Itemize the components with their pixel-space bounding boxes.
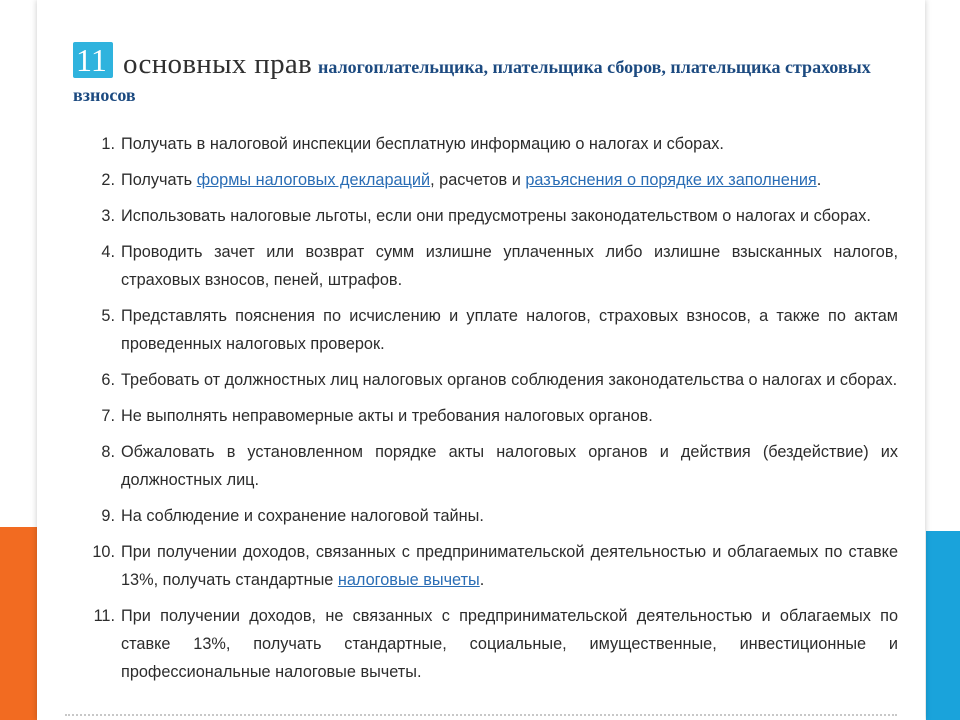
document-page (37, 0, 925, 720)
list-item (81, 166, 898, 194)
item-text: Обжаловать в установленном порядке акты налоговых органов и действия (бездействие) их должностных лиц. (121, 443, 898, 489)
item-text-part: Получать (121, 171, 197, 189)
item-number: 7. (101, 407, 115, 425)
item-number: 1. (101, 135, 115, 153)
tax-deductions-link[interactable]: налоговые вычеты (337, 571, 480, 589)
left-accent-bar (0, 527, 40, 720)
item-text-part: При получении доходов, связанных с предпринимательской деятельностью и облагаемых по ставке 13%, получать стандартные (121, 543, 898, 589)
item-number: 10. (92, 543, 115, 561)
item-text-part: . (816, 171, 822, 189)
item-text-part: , расчетов и (430, 171, 526, 189)
list-item (81, 202, 898, 230)
item-number: 2. (101, 171, 115, 189)
page-title (73, 38, 897, 110)
filling-explanations-link[interactable]: разъяснения о порядке их заполнения (525, 171, 817, 189)
item-number: 9. (101, 507, 115, 525)
item-text: На соблюдение и сохранение налоговой тайны. (121, 507, 484, 525)
item-text: Проводить зачет или возврат сумм излишне уплаченных либо излишне взысканных налогов, страховых взносов, пеней, штрафов. (121, 243, 898, 289)
list-item (81, 302, 898, 358)
list-item (81, 602, 898, 686)
title-rest: налогоплательщика, плательщика сборов, плательщика страховых взносов (73, 57, 871, 105)
declaration-forms-link[interactable]: формы налоговых деклараций (196, 171, 431, 189)
rights-list (81, 130, 898, 694)
list-item (81, 438, 898, 494)
title-lead: основных прав (123, 48, 313, 80)
item-number: 11. (93, 607, 115, 625)
item-number: 6. (101, 371, 115, 389)
item-text: При получении доходов, не связанных с предпринимательской деятельностью и облагаемых по ставке 13%, получать стандартные, социальные, имущественные, инвестиционные и профессиональные налоговые вычеты. (121, 607, 898, 681)
badge-number: 11 (76, 42, 107, 78)
item-text: Требовать от должностных лиц налоговых органов соблюдения законодательства о налогах и сборах. (121, 371, 898, 389)
item-number: 4. (101, 243, 115, 261)
item-text: Представлять пояснения по исчислению и уплате налогов, страховых взносов, а также по актам проведенных налоговых проверок. (121, 307, 898, 353)
list-item (81, 538, 898, 594)
item-text-part: . (479, 571, 485, 589)
item-text (121, 166, 898, 194)
list-item (81, 402, 898, 430)
bottom-divider (65, 714, 897, 716)
list-item (81, 366, 898, 394)
item-number: 8. (101, 443, 115, 461)
list-item (81, 130, 898, 158)
item-text: Использовать налоговые льготы, если они предусмотрены законодательством о налогах и сборах. (121, 207, 871, 225)
item-text: Не выполнять неправомерные акты и требования налоговых органов. (121, 407, 653, 425)
number-badge (73, 38, 120, 78)
list-item (81, 238, 898, 294)
list-item (81, 502, 898, 530)
item-text: Получать в налоговой инспекции бесплатную информацию о налогах и сборах. (121, 135, 724, 153)
item-number: 3. (101, 207, 115, 225)
right-accent-bar (926, 531, 960, 720)
item-number: 5. (101, 307, 115, 325)
item-text (121, 538, 898, 594)
